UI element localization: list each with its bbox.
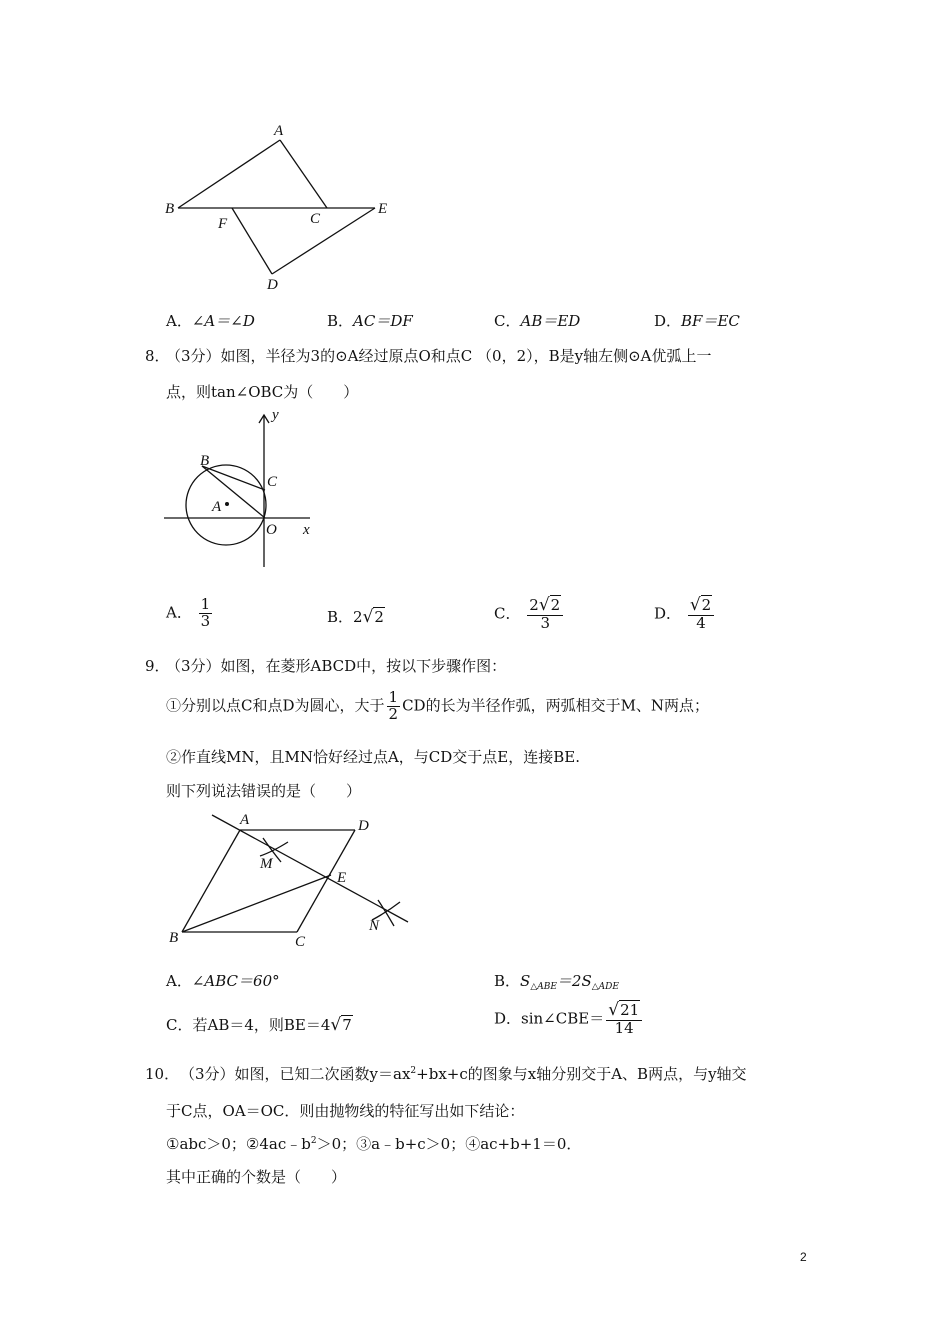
- q9-option-d-pre: sin∠CBE＝: [521, 1009, 605, 1028]
- q10-line4: 其中正确的个数是（ ）: [166, 1168, 347, 1186]
- q7-figure: [160, 118, 400, 298]
- q8-figure: [160, 405, 330, 575]
- q10-line3-sup: 2: [310, 1136, 317, 1146]
- q8-number: 8．: [145, 347, 170, 365]
- q9-option-c-tag: C．: [166, 1016, 193, 1034]
- q9-step1-pre: ①分别以点C和点D为圆心，大于: [166, 696, 385, 715]
- q10-line3: [166, 1133, 581, 1154]
- q7-label-c: C: [310, 211, 321, 227]
- q8-label-x: x: [303, 522, 310, 538]
- q10-line1-post: +bx+c的图象与x轴分别交于A、B两点，与y轴交: [416, 1065, 747, 1083]
- q7-label-e: E: [378, 201, 388, 217]
- q7-label-f: F: [218, 216, 228, 232]
- q8-option-c-fraction: $\frac{2√2}{3}$: [527, 597, 563, 632]
- q7-line-ac: [280, 140, 327, 208]
- q8-option-b[interactable]: B．2√2: [327, 607, 384, 627]
- q10-line2: 于C点，OA＝OC．则由抛物线的特征写出如下结论：: [166, 1102, 525, 1120]
- q9-step2: ②作直线MN，且MN恰好经过点A，与CD交于点E，连接BE.: [166, 748, 580, 766]
- q7-option-b-tag: B．: [327, 312, 354, 330]
- q9-label-m: M: [260, 856, 273, 872]
- q8-option-b-coef: 2: [353, 608, 363, 626]
- q9-option-b-sub2: △ADE: [591, 982, 619, 992]
- q8-label-y: y: [272, 407, 279, 423]
- q9-step1-post: CD的长为半径作弧，两弧相交于M、N两点；: [402, 696, 710, 715]
- q8-option-b-radicand: 2: [374, 608, 384, 626]
- q10-line3-post: ＞0；③a﹣b+c＞0；④ac+b+1＝0．: [316, 1135, 582, 1153]
- q9-option-b-s1: S: [520, 972, 531, 990]
- q8-line1: （3分）如图，半径为3的⊙A经过原点O和点C （0，2），B是y轴左侧⊙A优弧上一: [166, 347, 712, 365]
- q7-option-a-tag: A．: [166, 312, 192, 330]
- q8-option-a-fraction: $\frac{1}{3}$: [200, 595, 211, 630]
- q8-option-d[interactable]: [654, 597, 716, 632]
- q9-label-c: C: [295, 934, 306, 950]
- q8-line2: 点，则tan∠OBC为（ ）: [166, 383, 359, 401]
- q7-option-a[interactable]: [166, 310, 255, 331]
- q9-step1: [166, 690, 709, 723]
- q9-option-c-pre: 若AB＝4，则BE＝4: [192, 1016, 331, 1034]
- q9-option-c-radicand: 7: [342, 1016, 352, 1034]
- q9-label-e: E: [337, 870, 347, 886]
- q7-option-d[interactable]: [654, 310, 740, 331]
- q9-label-d: D: [358, 818, 369, 834]
- q9-figure: [160, 808, 420, 953]
- q9-option-d-fraction: $\frac{√21}{14}$: [606, 1002, 642, 1037]
- q8-label-b: B: [200, 453, 210, 469]
- q8-label-a: A: [212, 499, 222, 515]
- q7-option-c-text: AB＝ED: [520, 312, 581, 330]
- q7-option-b[interactable]: [327, 310, 413, 331]
- q9-label-a: A: [240, 812, 250, 828]
- q7-line-ba: [178, 140, 280, 208]
- q9-number: 9．: [145, 657, 170, 675]
- q9-option-a-text: ∠ABC＝60°: [191, 972, 280, 990]
- q9-line1: （3分）如图，在菱形ABCD中，按以下步骤作图：: [166, 657, 507, 675]
- q10-line1-pre: （3分）如图，已知二次函数y＝ax: [180, 1065, 411, 1083]
- q9-option-b-mid: ＝2S: [556, 972, 592, 990]
- q7-label-b: B: [165, 201, 175, 217]
- q8-option-c-tag: C．: [494, 604, 521, 623]
- q7-option-a-text: ∠A＝∠D: [191, 312, 255, 330]
- q8-option-d-tag: D．: [654, 604, 682, 623]
- q9-label-n: N: [369, 918, 380, 934]
- q9-option-d[interactable]: [494, 1002, 644, 1037]
- q8-option-c[interactable]: [494, 597, 565, 632]
- q9-option-b-sub1: △ABE: [530, 982, 557, 992]
- q7-option-c[interactable]: [494, 310, 580, 331]
- q8-center-dot: [225, 502, 229, 506]
- q7-line-ed: [272, 208, 375, 274]
- q8-option-b-tag: B．: [327, 608, 354, 626]
- q9-line-ab: [182, 830, 240, 932]
- q9-option-c[interactable]: C．若AB＝4，则BE＝4√7: [166, 1015, 352, 1035]
- q9-line-mn: [212, 815, 408, 922]
- q8-label-c: C: [267, 474, 278, 490]
- q9-line-be: [182, 875, 331, 932]
- q9-label-b: B: [169, 930, 179, 946]
- q8-option-a[interactable]: [166, 597, 214, 630]
- q7-line-df: [232, 208, 272, 274]
- q9-option-b-tag: B．: [494, 972, 521, 990]
- q7-option-b-text: AC＝DF: [353, 312, 413, 330]
- q9-step1-fraction: $\frac{1}{2}$: [388, 688, 399, 723]
- q9-option-b[interactable]: [494, 970, 619, 992]
- q10-line1: [180, 1063, 747, 1084]
- q9-option-a-tag: A．: [166, 972, 192, 990]
- q10-number: 10．: [145, 1065, 180, 1083]
- q7-option-d-tag: D．: [654, 312, 682, 330]
- q10-line1-sup: 2: [410, 1066, 417, 1076]
- page-number: 2: [800, 1250, 807, 1264]
- q9-line-cd: [297, 830, 355, 932]
- q9-line4: 则下列说法错误的是（ ）: [166, 782, 362, 800]
- q8-option-a-tag: A．: [166, 603, 192, 622]
- q7-option-d-text: BF＝EC: [681, 312, 740, 330]
- q8-label-o: O: [266, 522, 277, 538]
- q8-option-d-fraction: $\frac{√2}{4}$: [688, 597, 714, 632]
- q10-line3-pre: ①abc＞0；②4ac﹣b: [166, 1135, 311, 1153]
- q7-label-a: A: [274, 123, 284, 139]
- q7-label-d: D: [267, 277, 278, 293]
- q7-option-c-tag: C．: [494, 312, 521, 330]
- q9-option-a[interactable]: [166, 970, 280, 991]
- q9-option-d-tag: D．: [494, 1009, 522, 1028]
